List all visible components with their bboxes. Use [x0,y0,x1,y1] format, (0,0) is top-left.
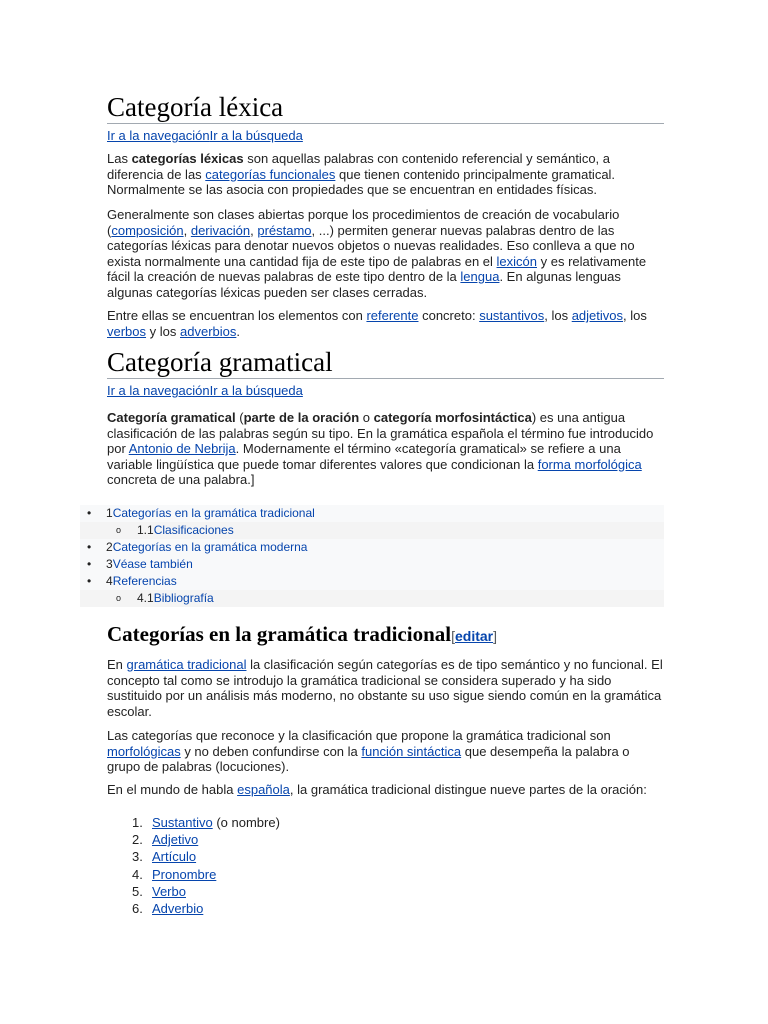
list-item [107,848,280,865]
link-espanola[interactable]: española [237,782,290,797]
bullet: • [87,540,92,554]
lexica-paragraph-3 [107,308,664,339]
link-morfologicas[interactable]: morfológicas [107,743,181,759]
link-part-of-speech[interactable]: Pronombre [152,866,217,882]
list-number: 1. [132,815,143,830]
list-number: 6. [132,900,143,916]
lexica-paragraph-1 [107,151,664,198]
text: . [236,323,240,339]
tradicional-paragraph-1 [107,657,664,719]
toc-label: Categorías en la gramática tradicional [112,506,315,520]
link-adjetivos[interactable]: adjetivos [571,308,624,323]
page-title-lexica: Categoría léxica [107,92,664,124]
bold-term: categorías léxicas [131,151,244,166]
link-antonio-de-nebrija[interactable]: Antonio de Nebrija [128,441,236,456]
link-part-of-speech[interactable]: Adjetivo [152,832,199,848]
link-verbos[interactable]: verbos [107,323,147,339]
parts-of-speech-list [107,814,280,917]
text: Las categorías que reconoce y la clasificación que propone la gramática tradicional son [107,728,611,743]
bold-term: categoría morfosintáctica [373,410,532,425]
link-sustantivos[interactable]: sustantivos [479,308,545,323]
toc-item[interactable] [80,573,664,590]
section-gramatical [107,347,664,398]
toc-item[interactable] [80,590,664,607]
toc-number: 1 [106,506,113,520]
link-referente[interactable]: referente [366,308,419,323]
text: la clasificación según categorías es de tipo semántico y no funcional. El concepto tal como se introdujo la gramática tradicional se considera superado y ha sido sustituido por un análisis más moderno, no obstante su uso sigue siendo común en la gramática escolar. [107,657,663,719]
toc-item[interactable] [80,556,664,573]
list-item [107,883,280,900]
toc-number: 4.1 [137,591,154,605]
text: En [107,657,127,672]
page-title-gramatical: Categoría gramatical [107,347,664,379]
text: o [359,410,374,425]
edit-link[interactable]: editar [455,628,494,644]
tradicional-paragraph-2 [107,728,664,775]
link-part-of-speech[interactable]: Verbo [152,883,186,899]
text: concreto: [418,308,480,323]
table-of-contents [80,505,664,607]
link-gramatica-tradicional[interactable]: gramática tradicional [126,657,247,672]
toc-item[interactable] [80,522,664,539]
link-funcion-sintactica[interactable]: función sintáctica [361,743,462,759]
text: que tienen contenido principalmente gramatical. Normalmente se las asocia con propiedades que se encuentran en entidades físicas. [107,166,616,197]
bold-term: Categoría gramatical [107,410,236,425]
jump-search-link[interactable]: Ir a la búsqueda [209,383,303,398]
bold-term: parte de la oración [243,410,360,425]
list-item [107,831,280,848]
jump-links [107,128,664,143]
text: y no deben confundirse con la [180,743,362,759]
bullet: • [87,557,92,571]
toc-number: 4 [106,574,113,588]
link-part-of-speech[interactable]: Sustantivo [152,815,213,830]
link-part-of-speech[interactable]: Adverbio [152,900,204,916]
link-derivacion[interactable]: derivación [190,222,251,238]
bullet: o [116,593,122,603]
jump-navigation-link[interactable]: Ir a la navegación [107,128,210,143]
text: (o nombre) [212,815,280,830]
heading-text: Categorías en la gramática tradicional [107,622,452,646]
toc-label: Referencias [112,574,177,588]
list-item [107,866,280,883]
jump-links [107,383,664,398]
section-heading-tradicional [107,621,664,649]
text: Las [107,151,132,166]
text: y es relativamente fácil la creación de nuevas palabras de este tipo dentro de la [107,253,647,284]
toc-item[interactable] [80,505,664,522]
text: Entre ellas se encuentran los elementos con [107,308,367,323]
list-number: 4. [132,866,143,882]
text: concreta de una palabra.] [107,472,255,487]
link-part-of-speech[interactable]: Artículo [152,849,197,865]
text: y los [146,323,180,339]
text: , [250,222,258,238]
text: . Modernamente el término «categoría gramatical» se refiere a una variable lingüística que puede tomar diferentes valores que condicionan la [107,441,621,472]
link-forma-morfologica[interactable]: forma morfológica [537,456,642,472]
list-number: 3. [132,849,143,865]
link-lexicon[interactable]: lexicón [496,253,537,269]
bracket: ] [493,628,498,644]
jump-navigation-link[interactable]: Ir a la navegación [107,383,210,398]
text: ) es una antigua clasificación de las palabras según su tipo. En la gramática española el término fue introducido por [107,410,654,456]
toc-label: Categorías en la gramática moderna [112,540,308,554]
link-categorias-funcionales[interactable]: categorías funcionales [205,166,336,182]
text: ( [235,410,244,425]
text: , [183,222,191,238]
bullet: o [116,525,122,535]
bracket: [ [451,628,455,644]
link-composicion[interactable]: composición [111,222,184,238]
toc-number: 2 [106,540,113,554]
bullet: • [87,574,92,588]
text: . En algunas lenguas algunas categorías léxicas pueden ser clases cerradas. [107,269,621,300]
list-number: 2. [132,832,143,848]
gramatical-paragraph-1 [107,410,664,488]
text: Generalmente son clases abiertas porque los procedimientos de creación de vocabulario ( [107,207,620,238]
link-adverbios[interactable]: adverbios [180,323,237,339]
edit-section [451,628,497,644]
jump-search-link[interactable]: Ir a la búsqueda [209,128,303,143]
toc-label: Véase también [112,557,193,571]
text: , la gramática tradicional distingue nueve partes de la oración: [289,782,647,797]
bullet: • [87,506,92,520]
text: , los [544,308,572,323]
lexica-paragraph-2 [107,207,664,300]
text: que desempeña la palabra o grupo de palabras (locuciones). [107,743,630,774]
text: , ...) permiten generar nuevas palabras dentro de las categorías léxicas para denotar nuevos objetos o nuevas realidades. Eso conlleva a que no exista normalmente una cantidad fija de este tipo de palabras en el [107,222,635,269]
section-lexica [107,92,664,143]
link-prestamo[interactable]: préstamo [257,222,312,238]
text: , los [623,308,647,323]
list-item [107,814,280,831]
toc-number: 1.1 [137,523,154,537]
text: En el mundo de habla [107,782,238,797]
list-item [107,900,280,917]
toc-label: Bibliografía [153,591,214,605]
text: son aquellas palabras con contenido referencial y semántico, a diferencia de las [107,151,610,182]
link-lengua[interactable]: lengua [460,269,500,284]
list-number: 5. [132,883,143,899]
toc-item[interactable] [80,539,664,556]
tradicional-paragraph-3 [107,782,664,798]
toc-number: 3 [106,557,113,571]
toc-label: Clasificaciones [153,523,234,537]
